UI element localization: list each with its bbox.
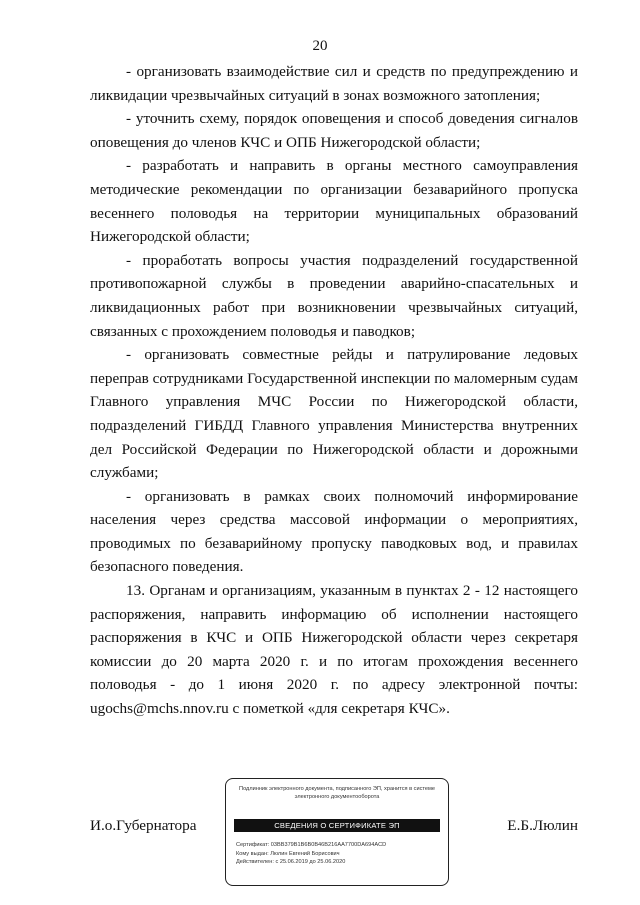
paragraph: - уточнить схему, порядок оповещения и способ доведения сигналов оповещения до членов КЧС и ОПБ Нижегородской области;: [90, 110, 578, 151]
signatory-name: Е.Б.Люлин: [507, 817, 578, 834]
stamp-issued-to: Кому выдан: Люлин Евгений Борисович: [236, 850, 340, 857]
paragraph: - организовать совместные рейды и патрулирование ледовых переправ сотрудниками Государственной инспекции по маломерным судам Главного управления МЧС России по Нижегородской области, подразделений ГИБДД Главного управления Министерства внутренних дел Российской Федерации по Нижегородской области и дорожными службами;: [90, 346, 578, 482]
stamp-details: [236, 841, 442, 867]
paragraph: - организовать в рамках своих полномочий информирование населения через средства массовой информации о мероприятиях, проводимых по безаварийному пропуску паводковых вод, и правилах безопасного поведения.: [90, 487, 578, 576]
paragraph: - проработать вопросы участия подразделений государственной противопожарной службы в проведении аварийно-спасательных и ликвидационных работ при возникновении чрезвычайных ситуаций, связанных с прохождением половодья и паводков;: [90, 251, 578, 340]
stamp-certificate: Сертификат: 03BB379B1B6B0B46B216AA7700DA694ACD: [236, 842, 387, 848]
stamp-validity: Действителен: с 25.06.2019 до 25.06.2020: [236, 859, 346, 865]
stamp-title: СВЕДЕНИЯ О СЕРТИФИКАТЕ ЭП: [234, 819, 440, 832]
paragraph: - разработать и направить в органы местного самоуправления методические рекомендации по организации безаварийного пропуска весеннего половодья на территории муниципальных образований Нижегородской области;: [90, 157, 578, 246]
paragraph: - организовать взаимодействие сил и средств по предупреждению и ликвидации чрезвычайных ситуаций в зонах возможного затопления;: [90, 63, 578, 104]
signature-stamp: [225, 778, 449, 886]
paragraph: 13. Органам и организациям, указанным в пунктах 2 - 12 настоящего распоряжения, направить информацию об исполнении настоящего распоряжения в КЧС и ОПБ Нижегородской области через секретаря комиссии до 20 марта 2020 г. и по итогам прохождения весеннего половодья - до 1 июня 2020 г. по адресу электронной почты: ugochs@mchs.nnov.ru с пометкой «для секретаря КЧС».: [90, 582, 578, 718]
signatory-position: И.о.Губернатора: [90, 817, 197, 834]
stamp-note: Подлинник электронного документа, подписанного ЭП, хранится в системе электронного документооборота: [239, 786, 435, 800]
page-number: 20: [312, 38, 328, 54]
body-text: [90, 60, 578, 721]
